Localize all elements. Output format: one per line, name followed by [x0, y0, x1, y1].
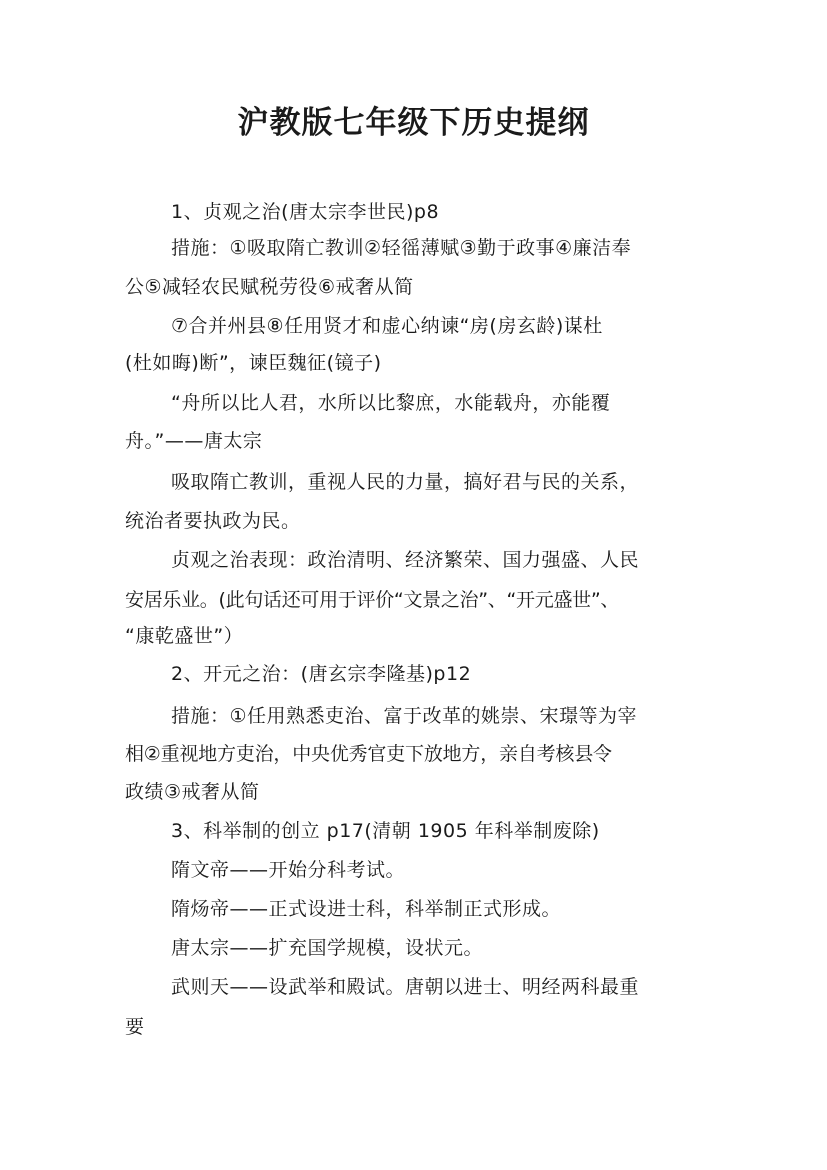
text-line: 要	[125, 1016, 145, 1038]
text-line: 唐太宗——扩充国学规模，设状元。	[171, 937, 484, 959]
text-line-quote: “舟所以比人君，水所以比黎庶，水能载舟，亦能覆	[171, 392, 611, 414]
text-line: 安居乐业。(此句话还可用于评价“文景之治”、“开元盛世”、	[125, 589, 620, 611]
text-line: 武则天——设武举和殿试。唐朝以进士、明经两科最重	[171, 976, 640, 998]
text-line: 措施：①任用熟悉吏治、富于改革的姚崇、宋璟等为宰	[171, 705, 638, 727]
text-line-heading-2: 2、开元之治：(唐玄宗李隆基)p12	[171, 663, 472, 685]
text-line: 措施：①吸取隋亡教训②轻徭薄赋③勤于政事④廉洁奉	[171, 237, 632, 259]
text-line: “康乾盛世”）	[125, 625, 244, 647]
text-line: 贞观之治表现：政治清明、经济繁荣、国力强盛、人民	[171, 549, 640, 571]
text-line: (杜如晦)断”，谏臣魏征(镜子)	[125, 352, 382, 374]
text-line-quote: 舟。”——唐太宗	[125, 430, 263, 452]
text-line: ⑦合并州县⑧任用贤才和虚心纳谏“房(房玄龄)谋杜	[171, 315, 603, 337]
text-line: 相②重视地方吏治，中央优秀官吏下放地方，亲自考核县令	[125, 743, 612, 765]
text-line: 隋文帝——开始分科考试。	[171, 859, 406, 881]
text-line-heading-3: 3、科举制的创立 p17(清朝 1905 年科举制废除)	[171, 820, 600, 842]
text-line: 政绩③戒奢从简	[125, 781, 260, 803]
text-line: 隋炀帝——正式设进士科，科举制正式形成。	[171, 898, 562, 920]
text-line: 统治者要执政为民。	[125, 510, 301, 532]
text-line: 吸取隋亡教训，重视人民的力量，搞好君与民的关系，	[171, 471, 640, 493]
text-line: 公⑤减轻农民赋税劳役⑥戒奢从简	[125, 276, 414, 298]
text-line-heading-1: 1、贞观之治(唐太宗李世民)p8	[171, 201, 440, 223]
document-title: 沪教版七年级下历史提纲	[237, 105, 590, 141]
